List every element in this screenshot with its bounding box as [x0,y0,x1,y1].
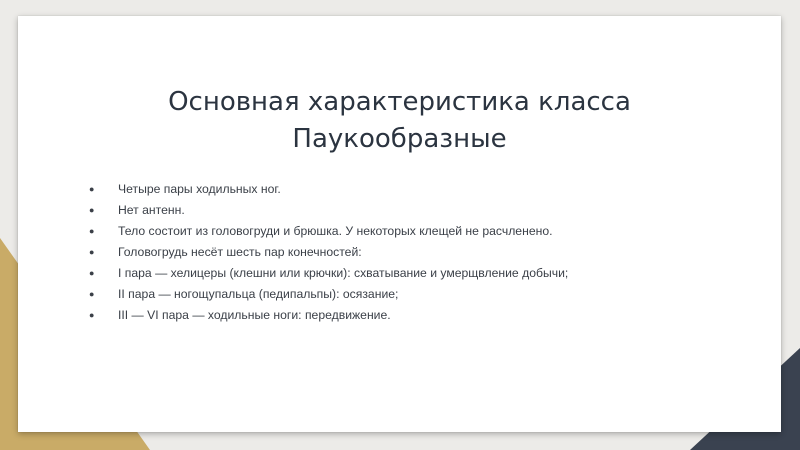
bullet-dot-icon: ● [89,205,95,215]
bullet-item-1 [82,179,762,200]
bullet-text-7: III — VI пара — ходильные ноги: передвижение. [118,308,391,322]
bullet-dot-icon: ● [89,247,95,257]
bullet-text-6: II пара — ногощупальца (педипальпы): осязание; [118,287,399,301]
bullet-text-3: Тело состоит из головогруди и брюшка. У некоторых клещей не расчленено. [118,224,553,238]
bullet-item-7 [82,305,762,326]
bullet-dot-icon: ● [89,289,95,299]
bullet-text-1: Четыре пары ходильных ног. [118,182,281,196]
bullet-item-5 [82,263,762,284]
bullet-item-3 [82,221,762,242]
bullet-list [82,179,762,326]
bullet-text-2: Нет антенн. [118,203,185,217]
bullet-dot-icon: ● [89,310,95,320]
slide-title-line-2: Паукообразные [292,124,507,154]
bullet-dot-icon: ● [89,268,95,278]
bullet-dot-icon: ● [89,184,95,194]
slide-card [18,16,781,432]
bullet-item-6 [82,284,762,305]
bullet-item-4 [82,242,762,263]
bullet-text-4: Головогрудь несёт шесть пар конечностей: [118,245,362,259]
bullet-dot-icon: ● [89,226,95,236]
slide-title-line-1: Основная характеристика класса [168,87,631,117]
bullet-item-2 [82,200,762,221]
slide-title [18,84,781,158]
bullet-text-5: I пара — хелицеры (клешни или крючки): схватывание и умерщвление добычи; [118,266,569,280]
